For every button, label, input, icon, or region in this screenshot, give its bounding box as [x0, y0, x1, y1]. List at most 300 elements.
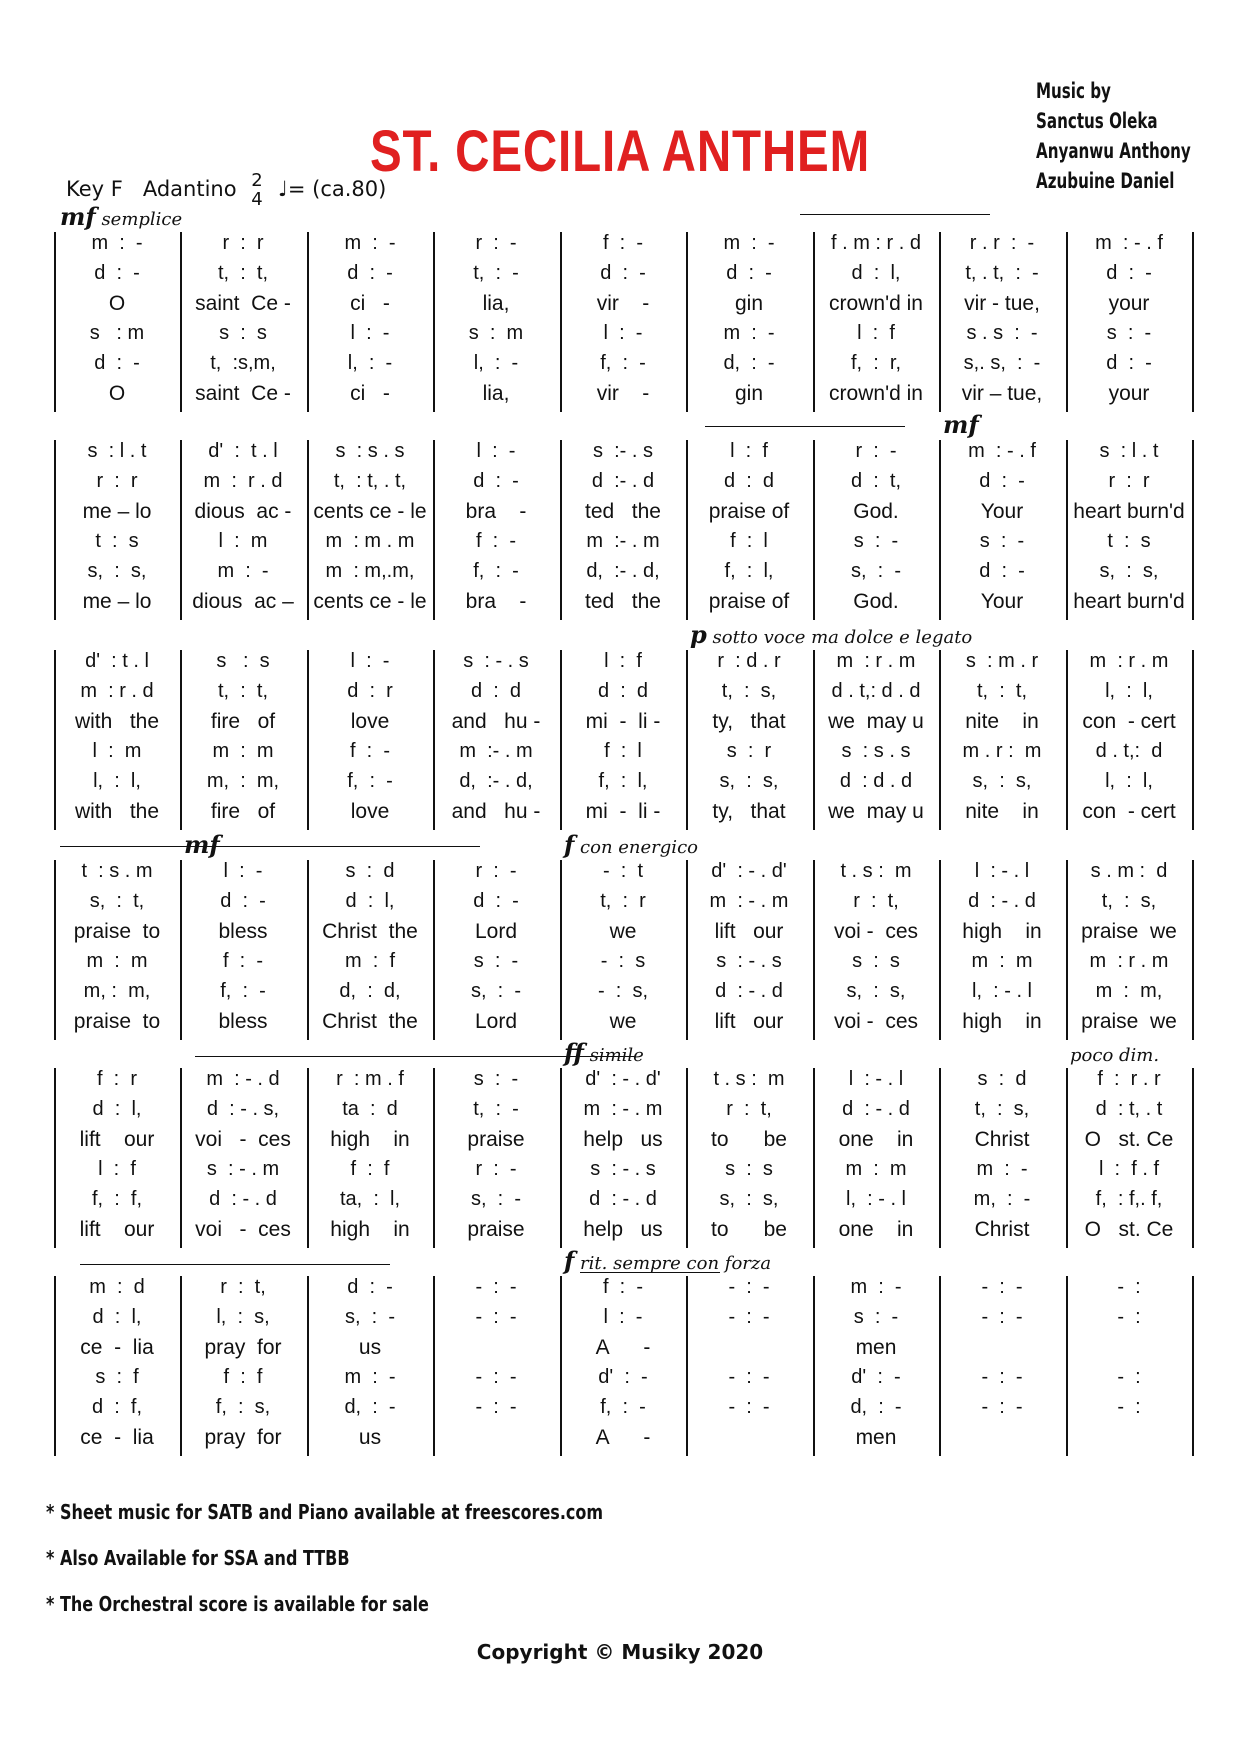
soprano-notes: r : - [475, 860, 517, 882]
lower-lyrics: praise [467, 1218, 525, 1241]
bass-notes: m, : - [973, 1188, 1031, 1210]
score-system [54, 410, 1192, 620]
soprano-notes: s : s . s [335, 440, 405, 462]
barline [1066, 440, 1068, 620]
bass-notes: d : - [979, 560, 1025, 582]
upper-lyrics: lift our [79, 1128, 155, 1151]
slur-line [800, 214, 990, 215]
lower-lyrics: voi - ces [195, 1218, 291, 1241]
barline [939, 650, 941, 830]
tenor-notes: s : f [95, 1366, 139, 1388]
tenor-notes: l : f [857, 322, 895, 344]
bass-notes: d, : d, [339, 980, 401, 1002]
tenor-notes: f : f [350, 1158, 390, 1180]
upper-lyrics: one in [838, 1128, 914, 1151]
upper-lyrics: Lord [474, 920, 518, 943]
time-signature [251, 170, 267, 210]
upper-lyrics: praise we [1081, 920, 1177, 943]
tenor-notes: d' : - [851, 1366, 901, 1388]
expression-text: sotto voce ma dolce e legato [706, 627, 973, 648]
soprano-notes: - : - [728, 1276, 770, 1298]
barline [813, 860, 815, 1040]
dynamic-symbol: ff [564, 1038, 584, 1067]
score-system [54, 1246, 1192, 1456]
soprano-notes: m : - [850, 1276, 902, 1298]
bass-notes: l, : l, [93, 770, 141, 792]
upper-lyrics: praise of [708, 500, 790, 523]
lower-lyrics: God. [853, 590, 899, 613]
composer-credits [1036, 76, 1223, 196]
barline [1066, 650, 1068, 830]
tenor-notes: r : - [475, 1158, 517, 1180]
upper-lyrics: crown'd in [829, 292, 923, 315]
lower-lyrics: crown'd in [829, 382, 923, 405]
bass-notes: t, :s,m, [210, 352, 276, 374]
barline [54, 650, 56, 830]
barline [686, 1276, 688, 1456]
tenor-notes: - : - [475, 1366, 517, 1388]
tenor-notes: m : m [845, 1158, 907, 1180]
upper-lyrics: God. [853, 500, 899, 523]
slur-line [195, 1056, 635, 1057]
tenor-notes: t : s [1107, 530, 1151, 552]
upper-lyrics: Christ [974, 1128, 1030, 1151]
tenor-notes: l : m [92, 740, 142, 762]
soprano-notes: r : t, [220, 1276, 266, 1298]
lower-lyrics: one in [838, 1218, 914, 1241]
barline [813, 1068, 815, 1248]
tenor-notes: f : l [604, 740, 642, 762]
soprano-notes: - : t [603, 860, 643, 882]
composer-line: Azubuine Daniel [1036, 169, 1175, 193]
barline [180, 650, 182, 830]
alto-notes: ta : d [342, 1098, 398, 1120]
bass-notes: f, : - [600, 1396, 646, 1418]
alto-notes: r : t, [853, 890, 899, 912]
alto-notes: d . t,: d . d [831, 680, 921, 702]
bass-notes: d : d . d [839, 770, 913, 792]
bass-notes: s, : - [471, 980, 521, 1002]
lower-lyrics: heart burn'd [1073, 590, 1185, 613]
soprano-notes: m : - [91, 232, 143, 254]
upper-lyrics: to be [711, 1128, 787, 1151]
bass-notes: - : - [728, 1396, 770, 1418]
score-system [54, 830, 1192, 1040]
upper-lyrics: us [358, 1336, 382, 1359]
tenor-notes: - : - [728, 1366, 770, 1388]
bass-notes: d : f, [91, 1396, 143, 1418]
tenor-notes: s : - [473, 950, 519, 972]
soprano-notes: s : d [345, 860, 395, 882]
barline [433, 1068, 435, 1248]
soprano-notes: d : - [347, 1276, 393, 1298]
barline [813, 232, 815, 412]
dynamic-marking [564, 830, 698, 859]
soprano-notes: l : f [730, 440, 768, 462]
lower-lyrics: ty, that [712, 800, 786, 823]
barline [1192, 1068, 1194, 1248]
alto-notes: m : - . m [583, 1098, 663, 1120]
tenor-notes: m : r . m [1089, 950, 1169, 972]
alto-notes: l : - [603, 1306, 643, 1328]
alto-notes: l, : l, [1105, 680, 1153, 702]
lower-lyrics: con - cert [1082, 800, 1176, 823]
soprano-notes: f : - [603, 232, 643, 254]
upper-lyrics: O [108, 292, 126, 315]
barline [433, 860, 435, 1040]
barline [686, 440, 688, 620]
alto-notes: d : - [347, 262, 393, 284]
lower-lyrics: praise to [73, 1010, 161, 1033]
alto-notes: d : - [1106, 262, 1152, 284]
slur-line [60, 846, 480, 847]
lower-lyrics: vir – tue, [961, 382, 1043, 405]
barline [433, 650, 435, 830]
barline [180, 860, 182, 1040]
upper-lyrics: con - cert [1082, 710, 1176, 733]
alto-notes: d : - [600, 262, 646, 284]
bass-notes: f, : f,. f, [1095, 1188, 1163, 1210]
tenor-notes: s : s [852, 950, 900, 972]
bass-notes: d : - [1106, 352, 1152, 374]
barline [939, 440, 941, 620]
expression-text: poco dim. [1070, 1045, 1160, 1066]
alto-notes: d : - [473, 470, 519, 492]
soprano-notes: l : - [476, 440, 516, 462]
soprano-notes: - : - [475, 1276, 517, 1298]
barline [560, 440, 562, 620]
lower-lyrics: praise of [708, 590, 790, 613]
barline [307, 440, 309, 620]
metronome-marking: ♩= (ca.80) [277, 177, 387, 201]
alto-notes: d : - [473, 890, 519, 912]
tenor-notes: - : s [600, 950, 646, 972]
dynamic-symbol: mf [943, 410, 979, 439]
tenor-notes: m : m [86, 950, 148, 972]
alto-notes: t, : s, [974, 1098, 1030, 1120]
upper-lyrics: ty, that [712, 710, 786, 733]
tenor-notes: s : - . m [206, 1158, 280, 1180]
upper-lyrics: we may u [828, 710, 924, 733]
barline [560, 860, 562, 1040]
alto-notes: d : - [979, 470, 1025, 492]
soprano-notes: m : - . f [1095, 232, 1163, 254]
soprano-notes: r : m . f [336, 1068, 404, 1090]
expression-text: simile [583, 1045, 644, 1066]
soprano-notes: s : d [977, 1068, 1027, 1090]
tenor-notes: m : - [723, 322, 775, 344]
upper-lyrics: Your [980, 500, 1024, 523]
barline [939, 1276, 941, 1456]
alto-notes: d : t, . t [1095, 1098, 1163, 1120]
upper-lyrics: me – lo [82, 500, 152, 523]
bass-notes: d : - . d [209, 1188, 277, 1210]
upper-lyrics: lia, [482, 292, 510, 315]
time-signature-bottom: 4 [251, 189, 263, 210]
score-system [54, 202, 1192, 412]
bass-notes: s, : s, [719, 770, 779, 792]
expression-text: rit. sempre con forza [574, 1253, 772, 1274]
alto-notes: t, : t, [976, 680, 1027, 702]
lower-lyrics: to be [711, 1218, 787, 1241]
barline [1066, 232, 1068, 412]
upper-lyrics: your [1108, 292, 1150, 315]
barline [686, 650, 688, 830]
soprano-notes: m : - . d [206, 1068, 280, 1090]
barline [1192, 232, 1194, 412]
bass-notes: s, : s, [972, 770, 1032, 792]
bass-notes: f, : l, [598, 770, 648, 792]
alto-notes: d : l, [851, 262, 901, 284]
alto-notes: r : t, [726, 1098, 772, 1120]
barline [433, 232, 435, 412]
page-title: ST. CECILIA ANTHEM [369, 119, 871, 184]
bass-notes: l, : - . l [846, 1188, 906, 1210]
tenor-notes: f : - [350, 740, 390, 762]
upper-lyrics: and hu - [451, 710, 541, 733]
barline [1192, 1276, 1194, 1456]
upper-lyrics: pray for [204, 1336, 282, 1359]
lower-lyrics: help us [583, 1218, 663, 1241]
barline [686, 860, 688, 1040]
expression-text: con energico [574, 837, 698, 858]
bass-notes: d, : - [344, 1396, 396, 1418]
upper-lyrics: we [609, 920, 637, 943]
lower-lyrics: we [609, 1010, 637, 1033]
alto-notes: d : - [220, 890, 266, 912]
soprano-notes: s :- . s [593, 440, 653, 462]
soprano-notes: r : d . r [717, 650, 781, 672]
upper-lyrics: A - [595, 1336, 651, 1359]
tenor-notes: s : - [853, 530, 899, 552]
soprano-notes: - : - [981, 1276, 1023, 1298]
upper-lyrics: heart burn'd [1073, 500, 1185, 523]
alto-notes: d :- . d [591, 470, 655, 492]
tenor-notes: t : s [95, 530, 139, 552]
dynamic-marking [564, 1038, 644, 1067]
dynamic-symbol: p [690, 620, 707, 649]
lower-lyrics: us [358, 1426, 382, 1449]
soprano-notes: m : r . m [836, 650, 916, 672]
composer-line: Music by [1036, 79, 1111, 103]
alto-notes: d : t, [850, 470, 902, 492]
footer-note: * Also Available for SSA and TTBB [46, 1546, 350, 1570]
lower-lyrics: we may u [828, 800, 924, 823]
bass-notes: d : - . d [715, 980, 783, 1002]
soprano-notes: l : - [223, 860, 263, 882]
barline [307, 1276, 309, 1456]
upper-lyrics: ci - [350, 292, 390, 315]
lower-lyrics: with the [74, 800, 160, 823]
bass-notes: s,. s, : - [963, 352, 1041, 374]
dynamic-marking [564, 1246, 771, 1275]
upper-lyrics: gin [734, 292, 764, 315]
lower-lyrics: vir - [596, 382, 650, 405]
dynamic-symbol: mf [184, 830, 220, 859]
bass-notes: l, : - [473, 352, 519, 374]
lower-lyrics: dious ac – [192, 590, 294, 613]
upper-lyrics: Christ the [322, 920, 418, 943]
barline [813, 440, 815, 620]
alto-notes: t, : t, [217, 262, 268, 284]
score-system [54, 1038, 1192, 1248]
upper-lyrics: praise to [73, 920, 161, 943]
tenor-notes: s : - . s [590, 1158, 656, 1180]
soprano-notes: f : - [603, 1276, 643, 1298]
tenor-notes: s : - . s [716, 950, 782, 972]
dynamic-marking [60, 202, 182, 231]
soprano-notes: r : - [475, 232, 517, 254]
alto-notes: - : - [475, 1306, 517, 1328]
dynamic-marking [943, 410, 979, 439]
bass-notes: - : - [981, 1396, 1023, 1418]
tenor-notes: m :- . m [459, 740, 533, 762]
barline [307, 860, 309, 1040]
alto-notes: r : r [96, 470, 138, 492]
barline [813, 1276, 815, 1456]
soprano-notes: l : - [350, 650, 390, 672]
bass-notes: f, : s, [215, 1396, 271, 1418]
copyright: Copyright © Musiky 2020 [476, 1640, 764, 1664]
bass-notes: - : [1117, 1396, 1141, 1418]
soprano-notes: d' : t . l [85, 650, 149, 672]
tenor-notes: s : - [979, 530, 1025, 552]
soprano-notes: m : - [344, 232, 396, 254]
upper-lyrics: bless [218, 920, 268, 943]
tenor-notes: s : s . s [841, 740, 911, 762]
bass-notes: m : m,.m, [325, 560, 415, 582]
upper-lyrics: love [350, 710, 390, 733]
upper-lyrics: voi - ces [195, 1128, 291, 1151]
soprano-notes: r : r [222, 232, 264, 254]
alto-notes: s : - [853, 1306, 899, 1328]
tenor-notes: f : f [223, 1366, 263, 1388]
lower-lyrics: love [350, 800, 390, 823]
alto-notes: d : - . d [968, 890, 1036, 912]
bass-notes: - : - [475, 1396, 517, 1418]
soprano-notes: m : - [723, 232, 775, 254]
lower-lyrics: cents ce - le [313, 590, 427, 613]
alto-notes: t, : s, [1101, 890, 1157, 912]
barline [1192, 650, 1194, 830]
upper-lyrics: help us [583, 1128, 663, 1151]
key-signature: Key F [66, 177, 123, 201]
alto-notes: t, : t, [217, 680, 268, 702]
lower-lyrics: O st. Ce [1084, 1218, 1174, 1241]
dynamic-symbol: f [564, 830, 575, 859]
score-system [54, 620, 1192, 830]
alto-notes: t, : - [473, 262, 519, 284]
alto-notes: m : - . m [709, 890, 789, 912]
lower-lyrics: saint Ce - [195, 382, 291, 405]
lower-lyrics: ci - [350, 382, 390, 405]
soprano-notes: s : l . t [87, 440, 147, 462]
upper-lyrics: nite in [965, 710, 1039, 733]
barline [54, 1068, 56, 1248]
bass-notes: d, : - [850, 1396, 902, 1418]
barline [54, 860, 56, 1040]
bass-notes: l, : l, [1105, 770, 1153, 792]
composer-line: Anyanwu Anthony [1036, 139, 1191, 163]
bass-notes: m : m, [1095, 980, 1163, 1002]
soprano-notes: - : [1117, 1276, 1141, 1298]
bass-notes: m, : m, [83, 980, 151, 1002]
alto-notes: d : l, [92, 1306, 142, 1328]
barline [1066, 1276, 1068, 1456]
alto-notes: - : - [981, 1306, 1023, 1328]
soprano-notes: d' : - . d' [585, 1068, 661, 1090]
upper-lyrics: with the [74, 710, 160, 733]
barline [307, 1068, 309, 1248]
bass-notes: d : - . d [589, 1188, 657, 1210]
upper-lyrics: praise [467, 1128, 525, 1151]
bass-notes: s, : s, [846, 980, 906, 1002]
alto-notes: d : d [597, 680, 649, 702]
bass-notes: s, : - [471, 1188, 521, 1210]
bass-notes: m, : m, [206, 770, 280, 792]
soprano-notes: s : - [473, 1068, 519, 1090]
dynamic-symbol: mf [60, 202, 96, 231]
tenor-notes: s : s [725, 1158, 773, 1180]
upper-lyrics: O st. Ce [1084, 1128, 1174, 1151]
barline [560, 1276, 562, 1456]
tenor-notes: f : l [730, 530, 768, 552]
lower-lyrics: high in [962, 1010, 1042, 1033]
tenor-notes: s : m [468, 322, 524, 344]
lower-lyrics: lia, [482, 382, 510, 405]
lower-lyrics: Your [980, 590, 1024, 613]
lower-lyrics: fire of [210, 800, 276, 823]
alto-notes: m : r . d [203, 470, 283, 492]
tenor-notes: l : f . f [1098, 1158, 1159, 1180]
tenor-notes: l : f [98, 1158, 136, 1180]
soprano-notes: s : - . s [463, 650, 529, 672]
upper-lyrics: saint Ce - [195, 292, 291, 315]
barline [307, 232, 309, 412]
lower-lyrics: mi - li - [585, 800, 661, 823]
footer-note: * The Orchestral score is available for sale [46, 1592, 429, 1616]
tenor-notes: m : m [971, 950, 1033, 972]
alto-notes: m : r . d [80, 680, 154, 702]
tenor-notes: s : - [1106, 322, 1152, 344]
dynamic-marking [690, 620, 972, 649]
alto-notes: d : l, [92, 1098, 142, 1120]
upper-lyrics: dious ac - [194, 500, 292, 523]
alto-notes: d : d [723, 470, 775, 492]
tenor-notes: m :- . m [586, 530, 660, 552]
lower-lyrics: your [1108, 382, 1150, 405]
barline [180, 1068, 182, 1248]
barline [54, 232, 56, 412]
bass-notes: l, : - . l [972, 980, 1032, 1002]
soprano-notes: l : - . l [848, 1068, 904, 1090]
bass-notes: f, : l, [724, 560, 774, 582]
alto-notes: d : l, [345, 890, 395, 912]
tenor-notes: m : m . m [325, 530, 415, 552]
tenor-notes: m : f [345, 950, 395, 972]
soprano-notes: f . m : r . d [830, 232, 921, 254]
composer-line: Sanctus Oleka [1036, 109, 1158, 133]
soprano-notes: r : - [855, 440, 897, 462]
alto-notes: t, : s, [721, 680, 777, 702]
soprano-notes: f : r [97, 1068, 137, 1090]
dynamic-marking [184, 830, 220, 859]
upper-lyrics: men [855, 1336, 897, 1359]
bass-notes: d, : - [723, 352, 775, 374]
barline [1192, 860, 1194, 1040]
alto-notes: d : - . s, [206, 1098, 280, 1120]
upper-lyrics: high in [962, 920, 1042, 943]
